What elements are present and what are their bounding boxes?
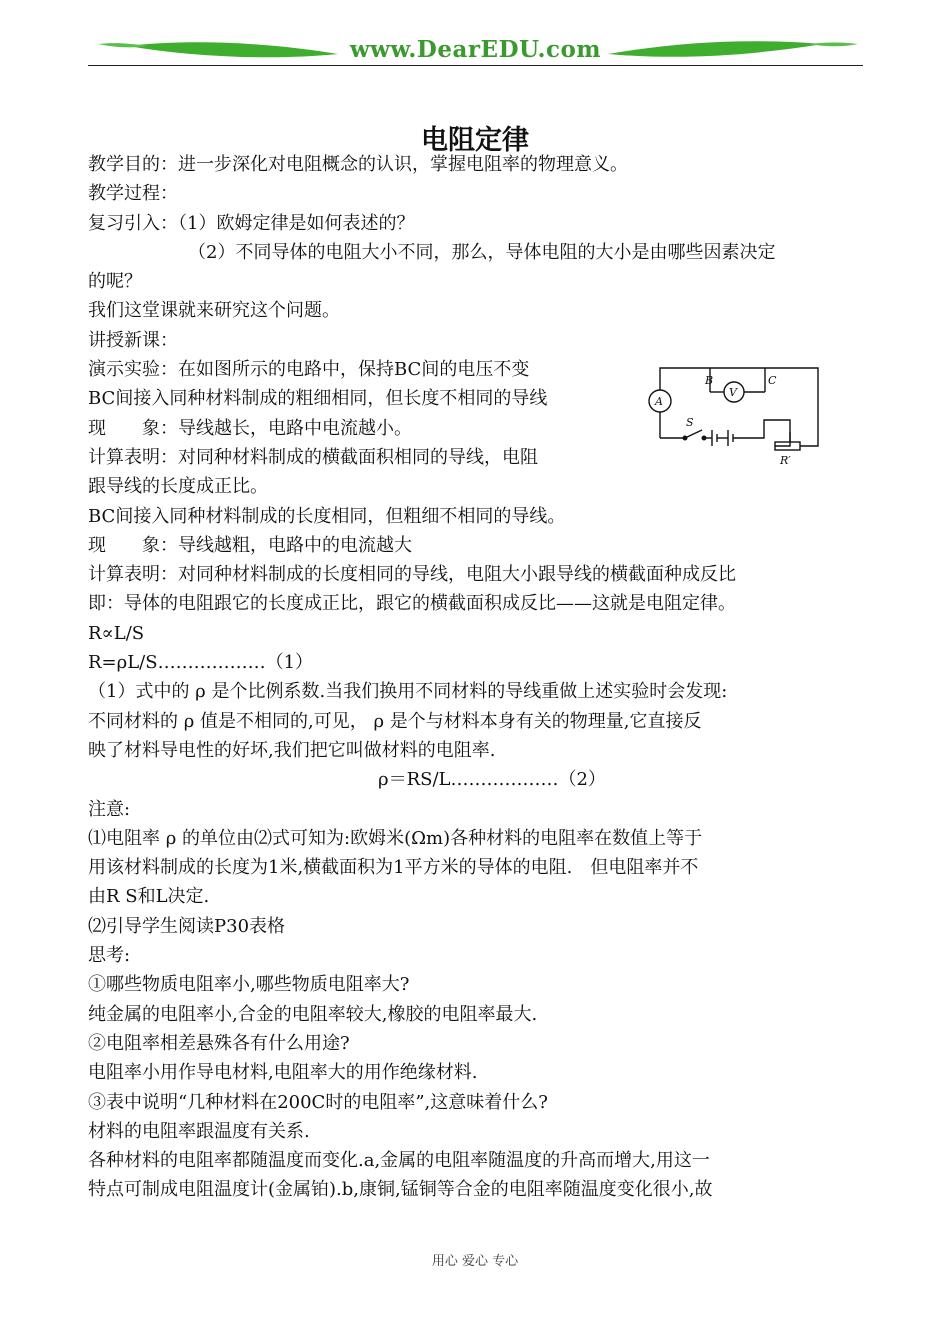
text-line: R∝L/S xyxy=(88,622,145,644)
text-line: ρ＝RS/L………………（2） xyxy=(378,769,606,791)
text-line: 由R S和L决定. xyxy=(88,886,210,908)
text-line: BC间接入同种材料制成的长度相同，但粗细不相同的导线。 xyxy=(88,505,566,527)
text-line: 现 象：导线越粗，电路中的电流越大 xyxy=(88,534,412,556)
text-line: ①哪些物质电阻率小,哪些物质电阻率大? xyxy=(88,974,410,996)
text-line: 我们这堂课就来研究这个问题。 xyxy=(88,300,340,322)
page-title: 电阻定律 xyxy=(421,125,529,156)
circuit-svg xyxy=(640,360,825,470)
text-line: 特点可制成电阻温度计(金属铂).b,康铜,锰铜等合金的电阻率随温度变化很小,故 xyxy=(88,1179,713,1201)
text-line: （2）不同导体的电阻大小不同，那么，导体电阻的大小是由哪些因素决定 xyxy=(188,241,776,263)
switch-contact xyxy=(702,436,706,440)
text-line: 演示实验：在如图所示的电路中，保持BC间的电压不变 xyxy=(88,359,530,381)
voltmeter-label: V xyxy=(729,386,737,399)
text-line: 材料的电阻率跟温度有关系. xyxy=(88,1120,310,1142)
switch-label: S xyxy=(686,416,694,429)
text-line: 的呢？ xyxy=(88,271,142,293)
text-line: BC间接入同种材料制成的粗细相同，但长度不相同的导线 xyxy=(88,388,548,410)
text-line: 不同材料的 ρ 值是不相同的,可见， ρ 是个与材料本身有关的物理量,它直接反 xyxy=(88,710,702,732)
ammeter-label: A xyxy=(655,395,663,408)
rheostat-label: R′ xyxy=(780,454,791,467)
circuit-diagram xyxy=(640,360,825,470)
text-line: 教学过程： xyxy=(88,183,178,205)
wire-top xyxy=(660,368,818,446)
text-line: 电阻率小用作导电材料,电阻率大的用作绝缘材料. xyxy=(88,1062,478,1084)
switch-pivot xyxy=(683,436,687,440)
point-b-label: B xyxy=(705,374,714,387)
text-line: 映了材料导电性的好坏,我们把它叫做材料的电阻率. xyxy=(88,739,496,761)
page-header xyxy=(88,30,863,70)
text-line: ⑴电阻率 ρ 的单位由⑵式可知为:欧姆米(Ωm)各种材料的电阻率在数值上等于 xyxy=(88,827,703,849)
text-line: 用该材料制成的长度为1米,横截面积为1平方米的导体的电阻. 但电阻率并不 xyxy=(88,857,699,879)
text-line: R=ρL/S………………（1） xyxy=(88,652,314,674)
text-line: 各种材料的电阻率都随温度而变化.a,金属的电阻率随温度的升高而增大,用这一 xyxy=(88,1150,710,1172)
text-line: 讲授新课： xyxy=(88,329,178,351)
text-line: 复习引入：（1）欧姆定律是如何表述的？ xyxy=(88,212,415,234)
text-line: 计算表明：对同种材料制成的长度相同的导线，电阻大小跟导线的横截面种成反比 xyxy=(88,564,736,586)
text-line: 跟导线的长度成正比。 xyxy=(88,476,268,498)
switch-blade xyxy=(685,430,702,438)
text-line: 教学目的：进一步深化对电阻概念的认识，掌握电阻率的物理意义。 xyxy=(88,154,628,175)
text-line: 即：导体的电阻跟它的长度成正比，跟它的横截面积成反比——这就是电阻定律。 xyxy=(88,593,736,615)
text-line: 注意: xyxy=(88,798,131,820)
text-line: 现 象：导线越长，电路中电流越小。 xyxy=(88,417,412,439)
page-footer: 用心 爱心 专心 xyxy=(431,1254,519,1269)
document-body xyxy=(88,150,863,1205)
text-line: 计算表明：对同种材料制成的横截面积相同的导线，电阻 xyxy=(88,446,538,468)
text-line: 思考: xyxy=(88,945,131,967)
point-c-label: C xyxy=(768,374,777,387)
text-line: （1）式中的 ρ 是个比例系数.当我们换用不同材料的导线重做上述实验时会发现: xyxy=(88,681,728,703)
text-line: ②电阻率相差悬殊各有什么用途? xyxy=(88,1032,350,1054)
text-line: 纯金属的电阻率小,合金的电阻率较大,橡胶的电阻率最大. xyxy=(88,1003,538,1025)
site-logo-text: www.DearEDU.com xyxy=(349,36,602,63)
text-line: ③表中说明“几种材料在200C时的电阻率”,这意味着什么? xyxy=(88,1091,548,1113)
header-rule xyxy=(88,65,863,66)
text-line: ⑵引导学生阅读P30表格 xyxy=(88,915,286,937)
